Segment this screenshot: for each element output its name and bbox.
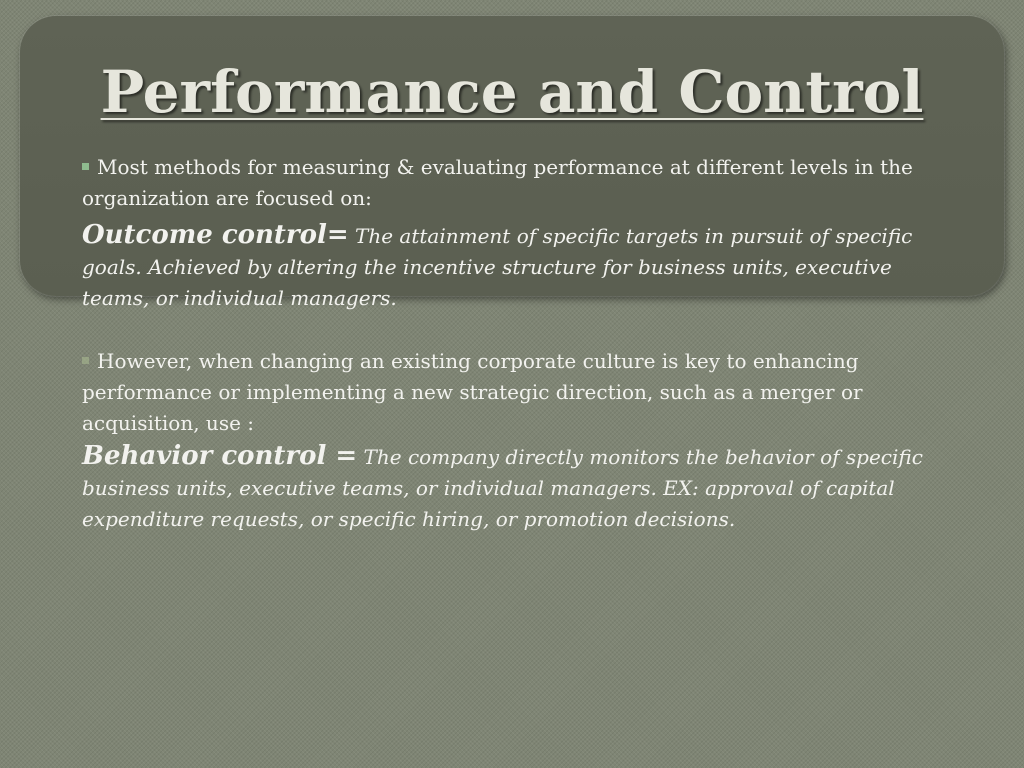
slide-title: Performance and Control: [100, 58, 924, 126]
bullet-icon: [82, 357, 89, 364]
outcome-control-term: Outcome control=: [82, 220, 349, 250]
bullet-text: However, when changing an existing corporate culture is key to enhancing performance or implementing a new strategic direction, such as a merger or acquisition, use :: [82, 349, 863, 435]
bullet-icon: [82, 163, 89, 170]
outcome-control-definition: [82, 220, 942, 314]
outcome-control-text: The attainment of specific targets in pursuit of specific goals. Achieved by altering the incentive structure for business units, executive teams, or individual managers.: [82, 224, 913, 310]
behavior-control-term: Behavior control =: [82, 441, 358, 471]
bullet-behavior-intro: [82, 346, 942, 439]
slide-body: [82, 152, 942, 535]
behavior-control-definition: [82, 441, 942, 535]
bullet-text: Most methods for measuring & evaluating performance at different levels in the organization are focused on:: [82, 155, 913, 210]
paragraph-spacer: [82, 314, 942, 346]
behavior-control-text: The company directly monitors the behavior of specific business units, executive teams, or individual managers. EX: approval of capital expenditure requests, or specific hiring, or promotion decisions.: [82, 445, 923, 531]
bullet-outcome-intro: [82, 152, 942, 214]
